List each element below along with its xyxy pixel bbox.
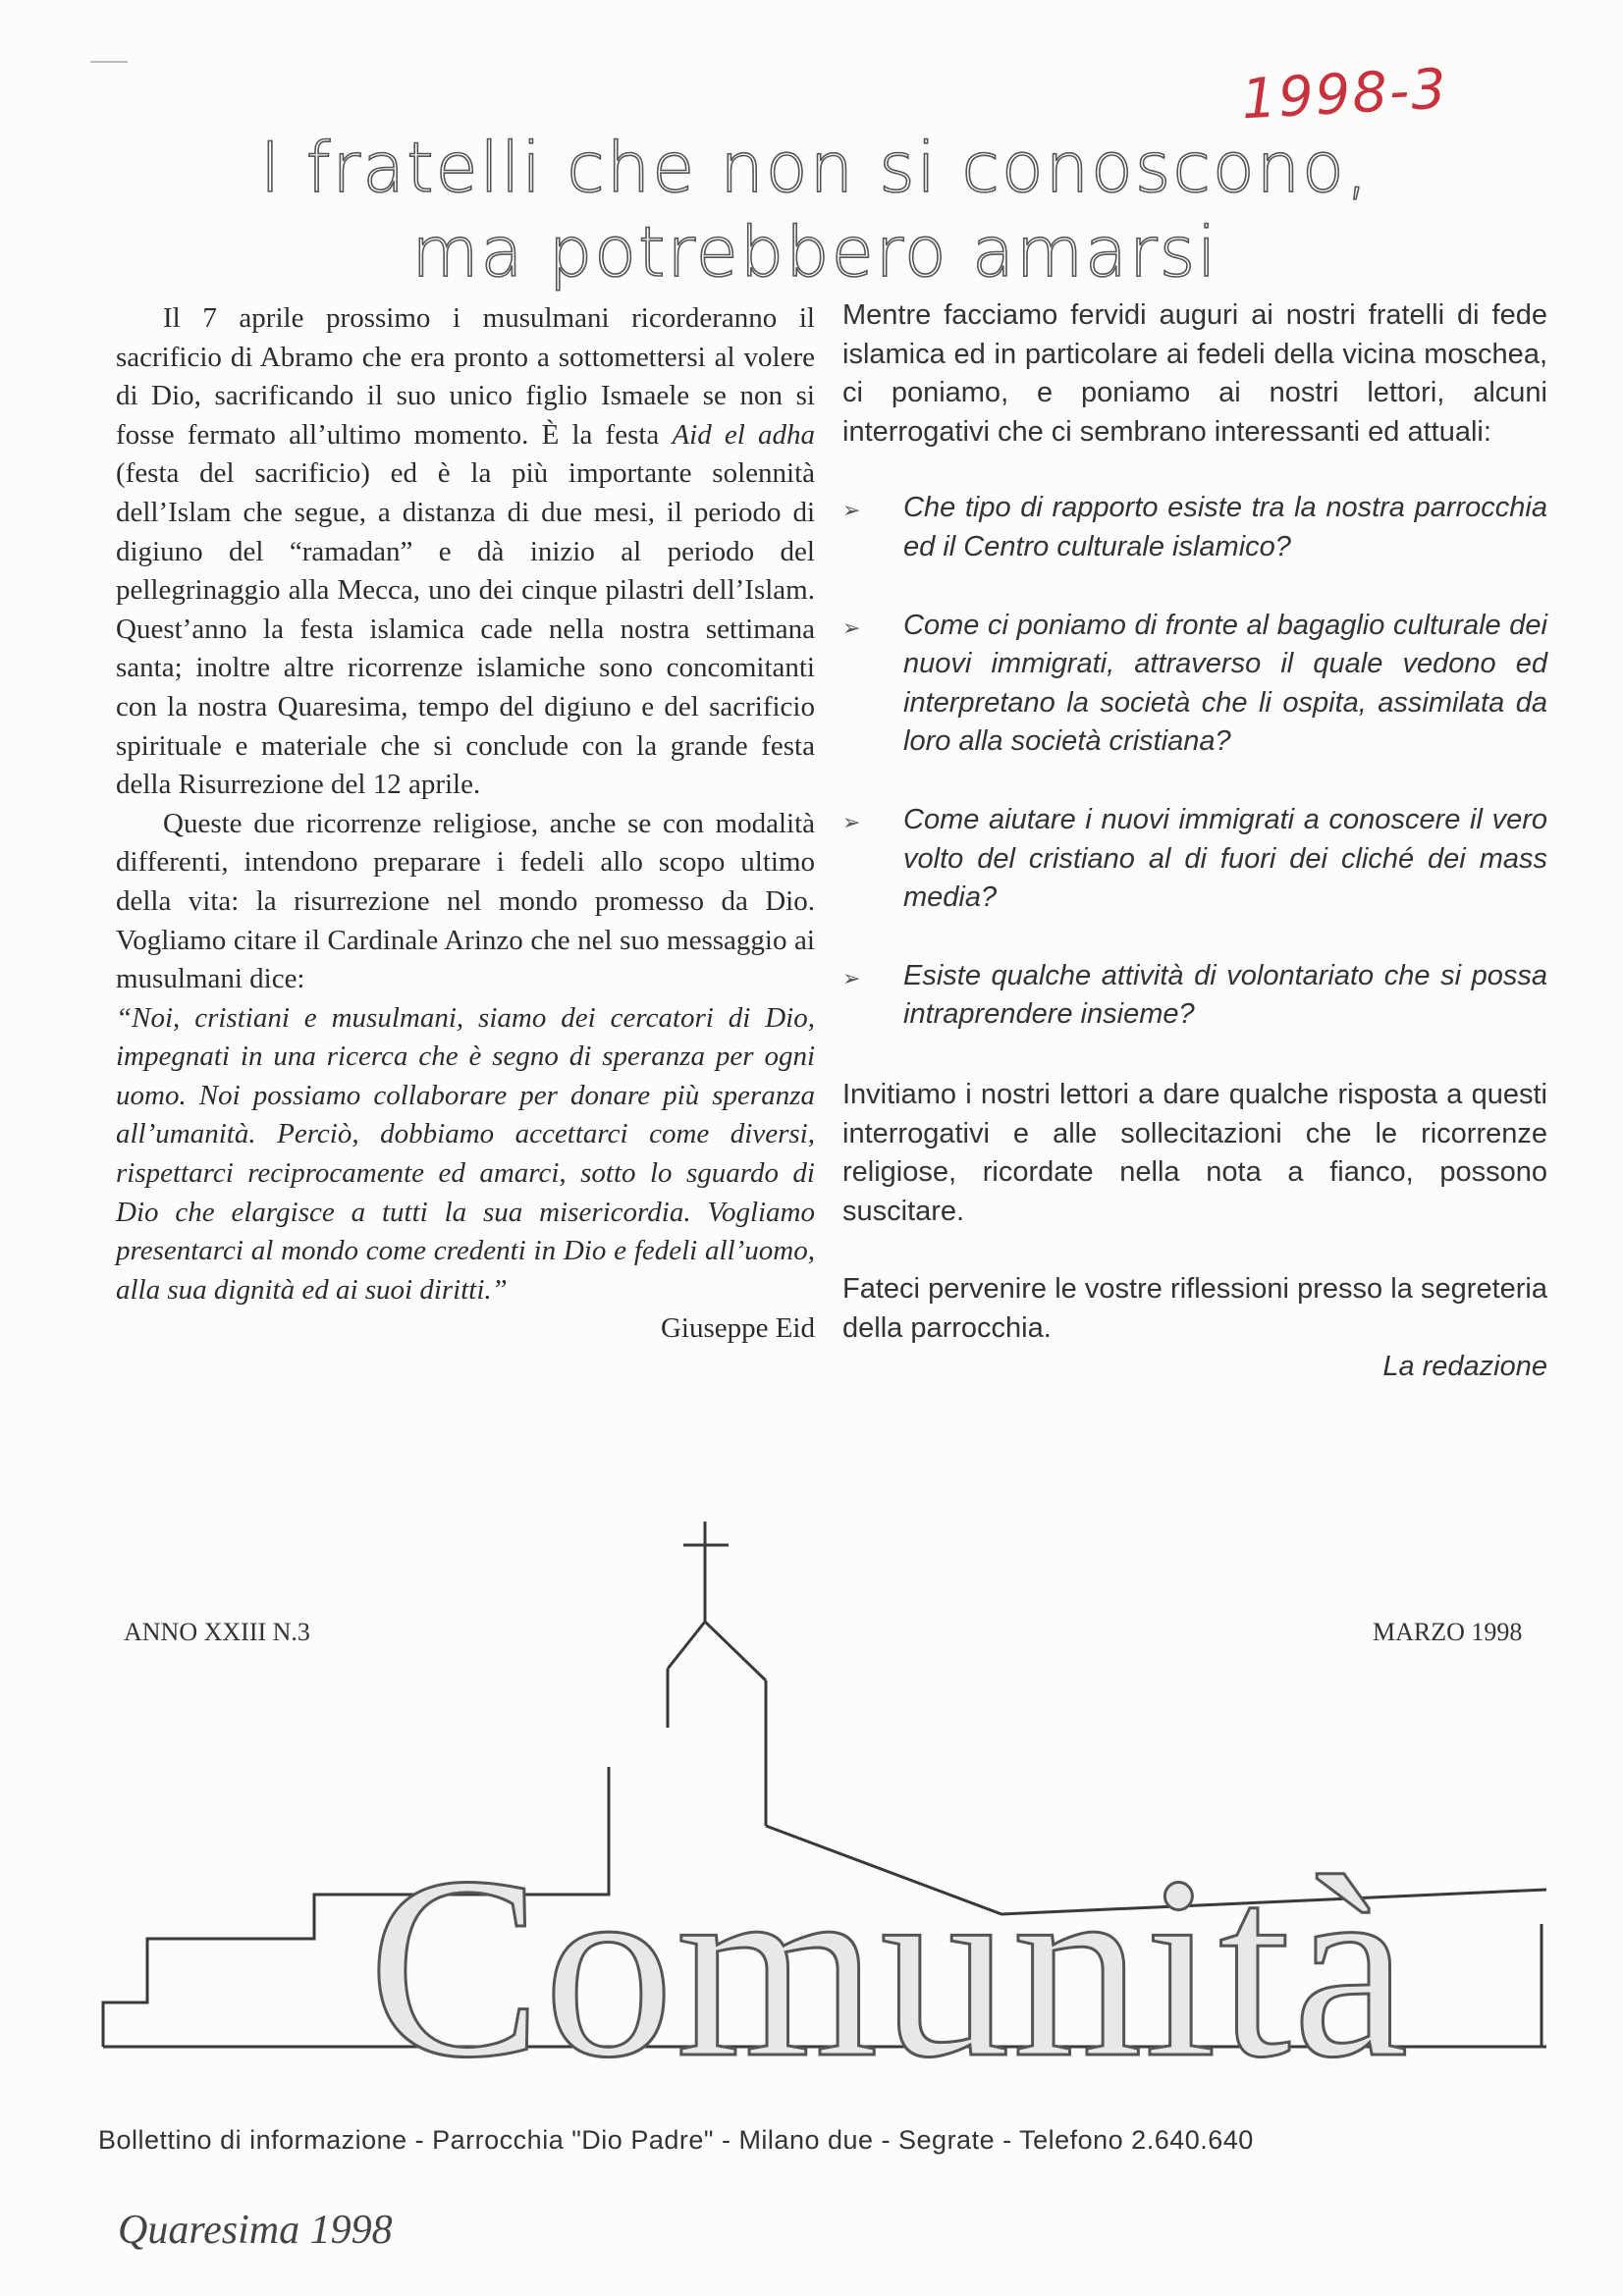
arrow-bullet-icon: ➢ bbox=[842, 965, 861, 990]
feedback-paragraph: Fateci pervenire le vostre riflessioni presso la segreteria della parrocchia. bbox=[842, 1273, 1547, 1344]
festival-name: Aid el adha bbox=[672, 418, 815, 451]
list-item: ➢ Come ci poniamo di fronte al bagaglio culturale dei nuovi immigrati, attraverso il quale vedono ed interpretano la società che li ospita, assimilata da loro alla società cristiana? bbox=[842, 609, 1547, 758]
intro-paragraph: Mentre facciamo fervidi auguri ai nostri fratelli di fede islamica ed in particolare ai fedeli della vicina moschea, ci poniamo, e poniamo ai nostri lettori, alcuni interrogativi che ci sembrano interessanti ed attuali: bbox=[842, 299, 1547, 448]
cardinal-quote: “Noi, cristiani e musulmani, siamo dei cercatori di Dio, impegnati in una ricerca che è segno di speranza per ogni uomo. Noi possiamo collaborare per donare più speranza all’umanità. Perciò, dobbiamo accettarci come diversi, rispettarci reciprocamente ed amarci, sotto lo sguardo di Dio che elargisce a tutti la sua misericordia. Vogliamo presentarci al mondo come credenti in Dio e fedeli all’uomo, alla sua dignità ed ai suoi diritti.” bbox=[116, 1001, 815, 1306]
list-item: ➢ Che tipo di rapporto esiste tra la nostra parrocchia ed il Centro culturale islamico? bbox=[842, 492, 1547, 562]
title-line-2: ma potrebbero amarsi bbox=[411, 212, 1218, 293]
arrow-bullet-icon: ➢ bbox=[842, 809, 861, 834]
issue-number: ANNO XXIII N.3 bbox=[124, 1618, 310, 1646]
arrow-bullet-icon: ➢ bbox=[842, 498, 861, 523]
paragraph-1: Il 7 aprile prossimo i musulmani ricorderanno il sacrificio di Abramo che era pronto a sottomettersi al volere di Dio, sacrificando il suo unico figlio Ismaele se non si fosse fermato all’ultimo momento. È la festa Aid el adha (festa del sacrificio) ed è la più importante solennità dell’Islam che segue, a distanza di due mesi, il periodo di digiuno del “ramadan” e dà inizio al periodo del pellegrinaggio alla Mecca, uno dei cinque pilastri dell’Islam. Quest’anno la festa islamica cade nella nostra settimana santa; inoltre altre ricorrenze islamiche sono concomitanti con la nostra Quaresima, tempo del digiuno e del sacrificio spirituale e materiale che si conclude con la grande festa della Risurrezione del 12 aprile. bbox=[116, 302, 815, 801]
list-item: ➢ Esiste qualche attività di volontariato che si possa intraprendere insieme? bbox=[842, 959, 1547, 1031]
issue-date: MARZO 1998 bbox=[1373, 1618, 1523, 1646]
newsletter-title: Comunità bbox=[368, 1824, 1411, 2111]
season-label: Quaresima 1998 bbox=[118, 2208, 393, 2253]
title-line-1: I fratelli che non si conoscono, bbox=[259, 128, 1371, 208]
arrow-bullet-icon: ➢ bbox=[842, 614, 861, 640]
newsletter-tagline: Bollettino di informazione - Parrocchia "Dio Padre" - Milano due - Segrate - Telefono 2.640.640 bbox=[98, 2125, 1254, 2155]
article-author: Giuseppe Eid bbox=[660, 1312, 815, 1345]
handwritten-annotation: 1998-3 bbox=[1239, 57, 1450, 133]
invite-paragraph: Invitiamo i nostri lettori a dare qualche risposta a questi interrogativi e alle sollecitazioni che le ricorrenze religiose, ricordate nella nota a fianco, possono suscitare. bbox=[842, 1078, 1547, 1227]
list-item: ➢ Come aiutare i nuovi immigrati a conoscere il vero volto del cristiano al di fuori dei cliché dei mass media? bbox=[842, 803, 1547, 914]
editorial-signature: La redazione bbox=[1382, 1351, 1547, 1383]
paragraph-2: Queste due ricorrenze religiose, anche se con modalità differenti, intendono preparare i fedeli allo scopo ultimo della vita: la risurrezione nel mondo promesso da Dio. Vogliamo citare il Cardinale Arinzo che nel suo messaggio ai musulmani dice: bbox=[116, 807, 815, 995]
